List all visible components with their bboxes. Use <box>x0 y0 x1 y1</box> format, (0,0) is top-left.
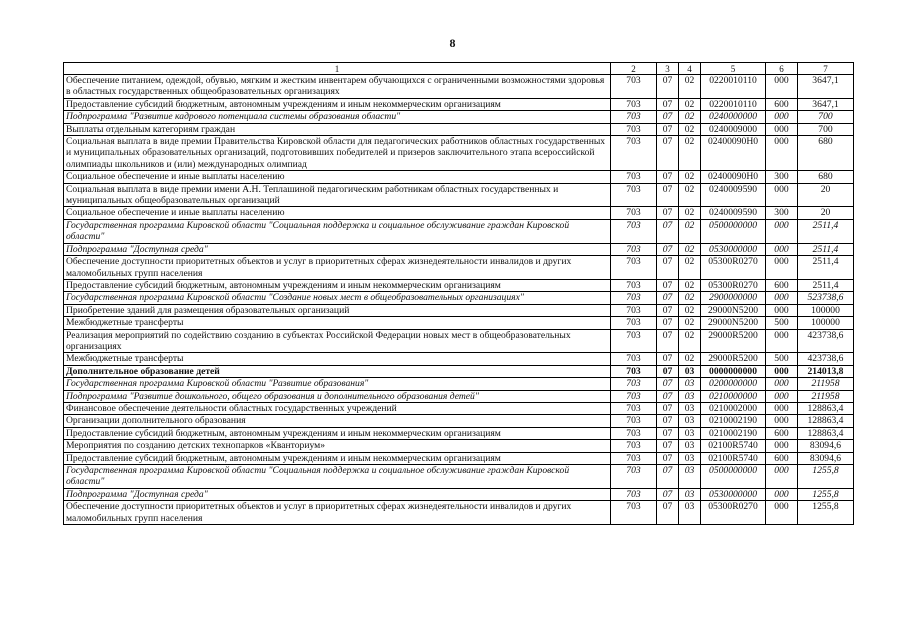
expense-type-cell: 000 <box>766 402 798 414</box>
column-number: 4 <box>679 63 701 75</box>
row-name-cell: Мероприятия по созданию детских технопарков «Кванториум» <box>64 440 611 452</box>
subsection-code-cell: 02 <box>679 256 701 280</box>
ministry-code-cell: 703 <box>611 378 657 390</box>
subsection-code-cell: 03 <box>679 402 701 414</box>
section-code-cell: 07 <box>657 488 679 500</box>
section-code-cell: 07 <box>657 304 679 316</box>
subsection-code-cell: 02 <box>679 111 701 123</box>
row-name-cell: Обеспечение доступности приоритетных объектов и услуг в приоритетных сферах жизнедеятельности инвалидов и других маломобильных групп населения <box>64 501 611 525</box>
target-article-cell: 29000R5200 <box>701 329 766 353</box>
expense-type-cell: 000 <box>766 365 798 377</box>
column-number: 2 <box>611 63 657 75</box>
subsection-code-cell: 02 <box>679 207 701 219</box>
row-name-cell: Реализация мероприятий по содействию созданию в субъектах Российской Федерации новых мест в общеобразовательных организациях <box>64 329 611 353</box>
row-name-cell: Предоставление субсидий бюджетным, автономным учреждениям и иным некоммерческим организациям <box>64 279 611 291</box>
column-number: 5 <box>701 63 766 75</box>
table-row <box>64 390 854 402</box>
row-name-cell: Предоставление субсидий бюджетным, автономным учреждениям и иным некоммерческим организациям <box>64 427 611 439</box>
expense-type-cell: 000 <box>766 440 798 452</box>
ministry-code-cell: 703 <box>611 440 657 452</box>
row-name-cell: Государственная программа Кировской области "Социальная поддержка и социальное обслуживание граждан Кировской области" <box>64 219 611 243</box>
section-code-cell: 07 <box>657 440 679 452</box>
amount-cell: 20 <box>798 183 854 207</box>
expense-type-cell: 300 <box>766 171 798 183</box>
expense-type-cell: 000 <box>766 415 798 427</box>
expense-type-cell: 000 <box>766 243 798 255</box>
target-article-cell: 0500000000 <box>701 465 766 489</box>
section-code-cell: 07 <box>657 415 679 427</box>
expense-type-cell: 500 <box>766 317 798 329</box>
row-name-cell: Социальное обеспечение и иные выплаты населению <box>64 207 611 219</box>
subsection-code-cell: 02 <box>679 171 701 183</box>
column-number: 3 <box>657 63 679 75</box>
target-article-cell: 0210002190 <box>701 427 766 439</box>
row-name-cell: Государственная программа Кировской области "Создание новых мест в общеобразовательных организациях" <box>64 292 611 304</box>
table-row <box>64 304 854 316</box>
ministry-code-cell: 703 <box>611 75 657 99</box>
section-code-cell: 07 <box>657 243 679 255</box>
ministry-code-cell: 703 <box>611 111 657 123</box>
target-article-cell: 0210000000 <box>701 390 766 402</box>
target-article-cell: 05300R0270 <box>701 256 766 280</box>
target-article-cell: 02100R5740 <box>701 440 766 452</box>
table-row <box>64 111 854 123</box>
amount-cell: 20 <box>798 207 854 219</box>
section-code-cell: 07 <box>657 292 679 304</box>
amount-cell: 423738,6 <box>798 329 854 353</box>
table-row <box>64 378 854 390</box>
row-name-cell: Обеспечение доступности приоритетных объектов и услуг в приоритетных сферах жизнедеятельности инвалидов и других маломобильных групп населения <box>64 256 611 280</box>
subsection-code-cell: 02 <box>679 279 701 291</box>
amount-cell: 3647,1 <box>798 98 854 110</box>
ministry-code-cell: 703 <box>611 123 657 135</box>
expense-type-cell: 000 <box>766 329 798 353</box>
table-row <box>64 243 854 255</box>
target-article-cell: 0500000000 <box>701 219 766 243</box>
expense-type-cell: 000 <box>766 111 798 123</box>
row-name-cell: Социальное обеспечение и иные выплаты населению <box>64 171 611 183</box>
ministry-code-cell: 703 <box>611 98 657 110</box>
amount-cell: 700 <box>798 111 854 123</box>
expense-type-cell: 000 <box>766 136 798 171</box>
row-name-cell: Предоставление субсидий бюджетным, автономным учреждениям и иным некоммерческим организациям <box>64 98 611 110</box>
section-code-cell: 07 <box>657 98 679 110</box>
target-article-cell: 29000N5200 <box>701 317 766 329</box>
table-row <box>64 98 854 110</box>
amount-cell: 423738,6 <box>798 353 854 365</box>
table-row <box>64 279 854 291</box>
ministry-code-cell: 703 <box>611 488 657 500</box>
target-article-cell: 29000R5200 <box>701 353 766 365</box>
row-name-cell: Государственная программа Кировской области "Социальная поддержка и социальное обслуживание граждан Кировской области" <box>64 465 611 489</box>
target-article-cell: 29000N5200 <box>701 304 766 316</box>
amount-cell: 100000 <box>798 317 854 329</box>
target-article-cell: 0220010110 <box>701 75 766 99</box>
subsection-code-cell: 03 <box>679 427 701 439</box>
target-article-cell: 05300R0270 <box>701 501 766 525</box>
amount-cell: 1255,8 <box>798 465 854 489</box>
amount-cell: 2511,4 <box>798 219 854 243</box>
budget-table <box>63 62 854 525</box>
subsection-code-cell: 02 <box>679 136 701 171</box>
target-article-cell: 0240009590 <box>701 183 766 207</box>
table-row <box>64 452 854 464</box>
ministry-code-cell: 703 <box>611 304 657 316</box>
table-row <box>64 207 854 219</box>
subsection-code-cell: 02 <box>679 123 701 135</box>
section-code-cell: 07 <box>657 279 679 291</box>
row-name-cell: Межбюджетные трансферты <box>64 353 611 365</box>
row-name-cell: Подпрограмма "Доступная среда" <box>64 488 611 500</box>
target-article-cell: 0210002000 <box>701 402 766 414</box>
section-code-cell: 07 <box>657 501 679 525</box>
ministry-code-cell: 703 <box>611 171 657 183</box>
amount-cell: 680 <box>798 136 854 171</box>
table-row <box>64 75 854 99</box>
expense-type-cell: 000 <box>766 292 798 304</box>
row-name-cell: Обеспечение питанием, одеждой, обувью, мягким и жестким инвентарем обучающихся с ограниченными возможностями здоровья в областных государственных общеобразовательных организациях <box>64 75 611 99</box>
section-code-cell: 07 <box>657 390 679 402</box>
ministry-code-cell: 703 <box>611 452 657 464</box>
row-name-cell: Организации дополнительного образования <box>64 415 611 427</box>
expense-type-cell: 600 <box>766 427 798 439</box>
amount-cell: 3647,1 <box>798 75 854 99</box>
subsection-code-cell: 03 <box>679 452 701 464</box>
subsection-code-cell: 02 <box>679 304 701 316</box>
subsection-code-cell: 03 <box>679 415 701 427</box>
target-article-cell: 0000000000 <box>701 365 766 377</box>
expense-type-cell: 000 <box>766 378 798 390</box>
row-name-cell: Подпрограмма "Развитие дошкольного, общего образования и дополнительного образования детей" <box>64 390 611 402</box>
row-name-cell: Подпрограмма "Доступная среда" <box>64 243 611 255</box>
expense-type-cell: 000 <box>766 219 798 243</box>
subsection-code-cell: 02 <box>679 98 701 110</box>
target-article-cell: 02400090Н0 <box>701 136 766 171</box>
expense-type-cell: 000 <box>766 75 798 99</box>
ministry-code-cell: 703 <box>611 329 657 353</box>
column-number: 7 <box>798 63 854 75</box>
expense-type-cell: 000 <box>766 123 798 135</box>
section-code-cell: 07 <box>657 111 679 123</box>
section-code-cell: 07 <box>657 183 679 207</box>
subsection-code-cell: 02 <box>679 317 701 329</box>
table-row <box>64 365 854 377</box>
expense-type-cell: 600 <box>766 279 798 291</box>
ministry-code-cell: 703 <box>611 402 657 414</box>
table-row <box>64 183 854 207</box>
amount-cell: 680 <box>798 171 854 183</box>
row-name-cell: Государственная программа Кировской области "Развитие образования" <box>64 378 611 390</box>
table-row <box>64 171 854 183</box>
table-row <box>64 292 854 304</box>
section-code-cell: 07 <box>657 317 679 329</box>
ministry-code-cell: 703 <box>611 219 657 243</box>
ministry-code-cell: 703 <box>611 279 657 291</box>
target-article-cell: 0530000000 <box>701 488 766 500</box>
amount-cell: 211958 <box>798 390 854 402</box>
subsection-code-cell: 03 <box>679 501 701 525</box>
section-code-cell: 07 <box>657 207 679 219</box>
table-row <box>64 440 854 452</box>
amount-cell: 1255,8 <box>798 501 854 525</box>
ministry-code-cell: 703 <box>611 136 657 171</box>
amount-cell: 128863,4 <box>798 427 854 439</box>
table-row <box>64 317 854 329</box>
amount-cell: 2511,4 <box>798 243 854 255</box>
expense-type-cell: 000 <box>766 183 798 207</box>
amount-cell: 1255,8 <box>798 488 854 500</box>
ministry-code-cell: 703 <box>611 256 657 280</box>
expense-type-cell: 300 <box>766 207 798 219</box>
table-row <box>64 415 854 427</box>
page-number: 8 <box>449 36 456 50</box>
row-name-cell: Социальная выплата в виде премии имени А.Н. Теплашиной педагогическим работникам областных государственных и муниципальных общеобразовательных организаций <box>64 183 611 207</box>
ministry-code-cell: 703 <box>611 183 657 207</box>
amount-cell: 211958 <box>798 378 854 390</box>
subsection-code-cell: 02 <box>679 243 701 255</box>
target-article-cell: 02400090Н0 <box>701 171 766 183</box>
target-article-cell: 0200000000 <box>701 378 766 390</box>
amount-cell: 214013,8 <box>798 365 854 377</box>
subsection-code-cell: 02 <box>679 292 701 304</box>
ministry-code-cell: 703 <box>611 390 657 402</box>
section-code-cell: 07 <box>657 256 679 280</box>
row-name-cell: Приобретение зданий для размещения образовательных организаций <box>64 304 611 316</box>
amount-cell: 83094,6 <box>798 452 854 464</box>
target-article-cell: 0220010110 <box>701 98 766 110</box>
target-article-cell: 0210002190 <box>701 415 766 427</box>
section-code-cell: 07 <box>657 378 679 390</box>
target-article-cell: 0530000000 <box>701 243 766 255</box>
target-article-cell: 02100R5740 <box>701 452 766 464</box>
table-row <box>64 256 854 280</box>
section-code-cell: 07 <box>657 365 679 377</box>
row-name-cell: Подпрограмма "Развитие кадрового потенциала системы образования области" <box>64 111 611 123</box>
row-name-cell: Предоставление субсидий бюджетным, автономным учреждениям и иным некоммерческим организациям <box>64 452 611 464</box>
expense-type-cell: 000 <box>766 501 798 525</box>
ministry-code-cell: 703 <box>611 207 657 219</box>
subsection-code-cell: 02 <box>679 183 701 207</box>
expense-type-cell: 000 <box>766 390 798 402</box>
ministry-code-cell: 703 <box>611 353 657 365</box>
expense-type-cell: 000 <box>766 488 798 500</box>
subsection-code-cell: 02 <box>679 219 701 243</box>
amount-cell: 2511,4 <box>798 279 854 291</box>
table-row <box>64 402 854 414</box>
section-code-cell: 07 <box>657 353 679 365</box>
table-row <box>64 353 854 365</box>
section-code-cell: 07 <box>657 427 679 439</box>
subsection-code-cell: 03 <box>679 488 701 500</box>
amount-cell: 523738,6 <box>798 292 854 304</box>
ministry-code-cell: 703 <box>611 292 657 304</box>
amount-cell: 100000 <box>798 304 854 316</box>
expense-type-cell: 000 <box>766 304 798 316</box>
column-number: 6 <box>766 63 798 75</box>
row-name-cell: Финансовое обеспечение деятельности областных государственных учреждений <box>64 402 611 414</box>
column-number: 1 <box>64 63 611 75</box>
subsection-code-cell: 02 <box>679 353 701 365</box>
target-article-cell: 0240000000 <box>701 111 766 123</box>
table-row <box>64 501 854 525</box>
target-article-cell: 2900000000 <box>701 292 766 304</box>
row-name-cell: Социальная выплата в виде премии Правительства Кировской области для педагогических работников областных государственных и муниципальных образовательных организаций, подготовивших победителей и призеров заключительного этапа всероссийской олимпиады школьников и (или) международных олимпиад <box>64 136 611 171</box>
table-row <box>64 136 854 171</box>
section-code-cell: 07 <box>657 452 679 464</box>
column-number-row <box>64 63 854 75</box>
subsection-code-cell: 03 <box>679 365 701 377</box>
table-row <box>64 219 854 243</box>
table-row <box>64 329 854 353</box>
expense-type-cell: 000 <box>766 256 798 280</box>
subsection-code-cell: 03 <box>679 465 701 489</box>
ministry-code-cell: 703 <box>611 427 657 439</box>
table-row <box>64 465 854 489</box>
ministry-code-cell: 703 <box>611 243 657 255</box>
ministry-code-cell: 703 <box>611 501 657 525</box>
expense-type-cell: 000 <box>766 465 798 489</box>
section-code-cell: 07 <box>657 219 679 243</box>
table-body <box>64 63 854 525</box>
expense-type-cell: 600 <box>766 98 798 110</box>
expense-type-cell: 500 <box>766 353 798 365</box>
section-code-cell: 07 <box>657 171 679 183</box>
amount-cell: 83094,6 <box>798 440 854 452</box>
table-row <box>64 427 854 439</box>
subsection-code-cell: 03 <box>679 390 701 402</box>
target-article-cell: 05300R0270 <box>701 279 766 291</box>
amount-cell: 128863,4 <box>798 402 854 414</box>
section-code-cell: 07 <box>657 329 679 353</box>
table-row <box>64 123 854 135</box>
row-name-cell: Выплаты отдельным категориям граждан <box>64 123 611 135</box>
section-code-cell: 07 <box>657 123 679 135</box>
target-article-cell: 0240009590 <box>701 207 766 219</box>
ministry-code-cell: 703 <box>611 365 657 377</box>
ministry-code-cell: 703 <box>611 317 657 329</box>
subsection-code-cell: 03 <box>679 440 701 452</box>
amount-cell: 700 <box>798 123 854 135</box>
section-code-cell: 07 <box>657 402 679 414</box>
section-code-cell: 07 <box>657 136 679 171</box>
ministry-code-cell: 703 <box>611 465 657 489</box>
section-code-cell: 07 <box>657 75 679 99</box>
section-code-cell: 07 <box>657 465 679 489</box>
row-name-cell: Дополнительное образование детей <box>64 365 611 377</box>
subsection-code-cell: 02 <box>679 329 701 353</box>
amount-cell: 128863,4 <box>798 415 854 427</box>
target-article-cell: 0240009000 <box>701 123 766 135</box>
subsection-code-cell: 02 <box>679 75 701 99</box>
amount-cell: 2511,4 <box>798 256 854 280</box>
table-row <box>64 488 854 500</box>
row-name-cell: Межбюджетные трансферты <box>64 317 611 329</box>
subsection-code-cell: 03 <box>679 378 701 390</box>
expense-type-cell: 600 <box>766 452 798 464</box>
ministry-code-cell: 703 <box>611 415 657 427</box>
